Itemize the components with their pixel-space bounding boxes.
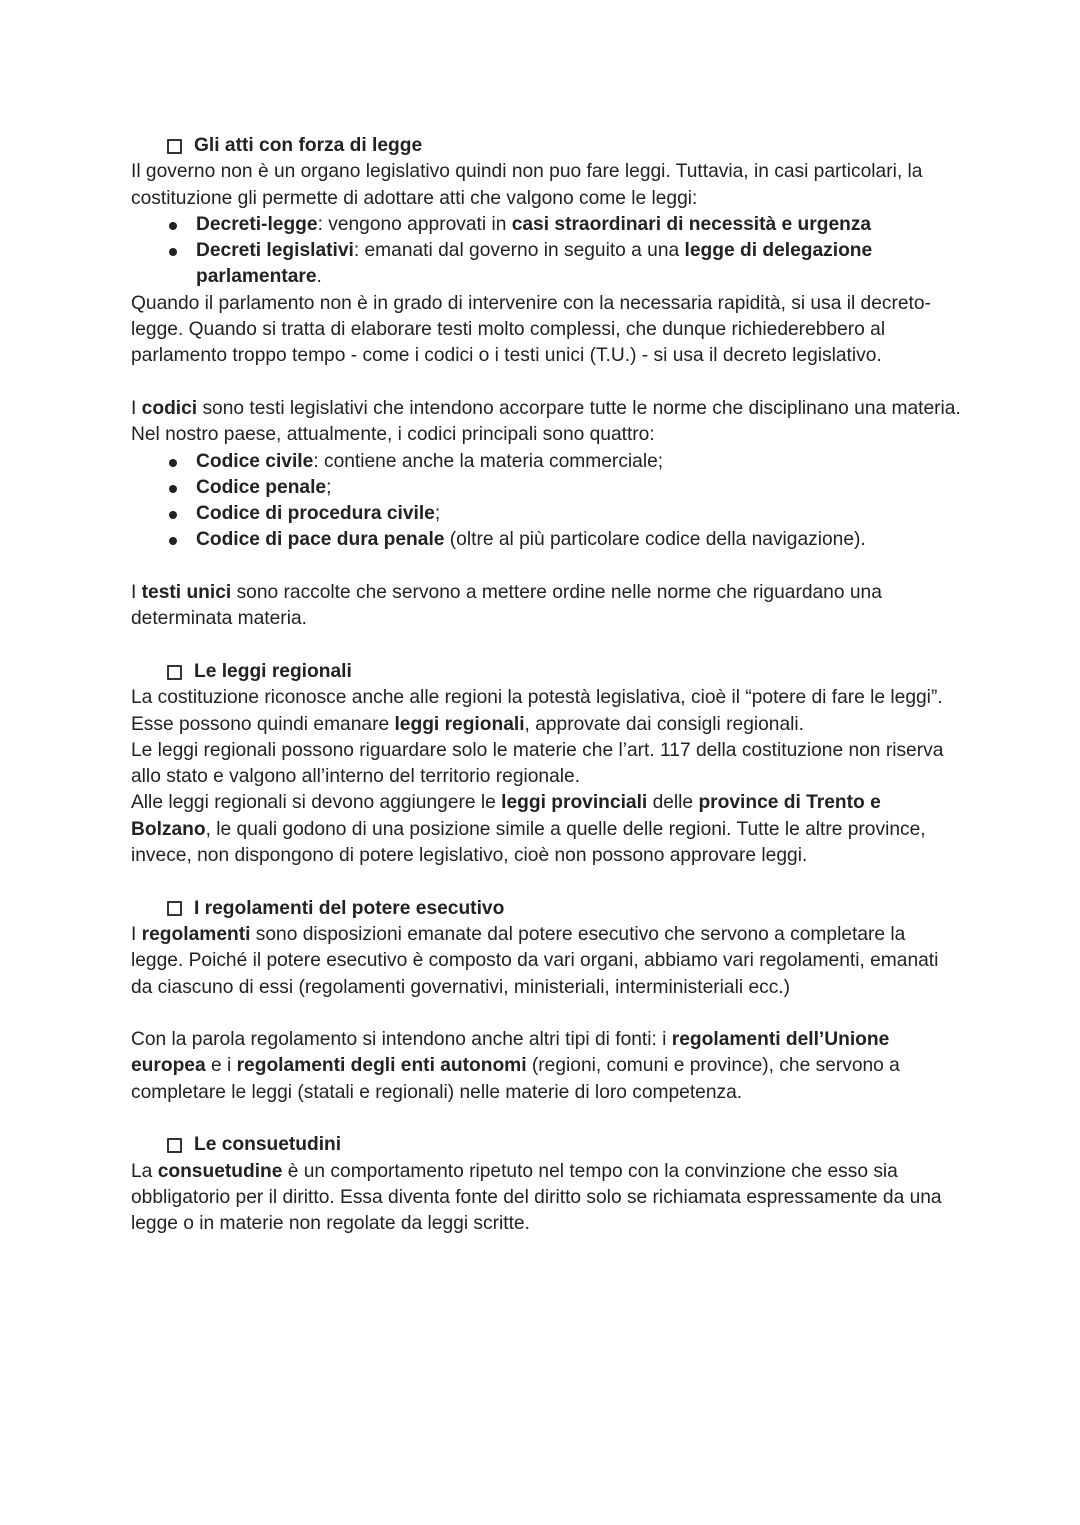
bullet-list-codici: [131, 449, 961, 554]
paragraph: Quando il parlamento non è in grado di intervenire con la necessaria rapidità, si usa il decreto-legge. Quando si tratta di elaborare testi molto complessi, che dunque richiederebbero al parlamento troppo tempo - come i codici o i testi unici (T.U.) - si usa il decreto legislativo.: [131, 292, 931, 367]
section-title: Le consuetudini: [194, 1134, 342, 1156]
section-heading-consuetudini: [167, 1132, 961, 1158]
section-heading-regolamenti: [167, 896, 961, 922]
list-item: Codice di pace dura penale (oltre al più particolare codice della navigazione).: [131, 527, 961, 553]
list-item: Decreti legislativi: emanati dal governo in seguito a una legge di delegazione parlamentare.: [131, 238, 961, 291]
section-heading-atti-forza-legge: [167, 133, 961, 159]
paragraph: I codici sono testi legislativi che intendono accorpare tutte le norme che disciplinano una materia.: [131, 397, 961, 419]
checkbox-icon[interactable]: [167, 1138, 182, 1153]
section-title: I regolamenti del potere esecutivo: [194, 897, 505, 919]
checkbox-icon[interactable]: [167, 665, 182, 680]
section-heading-leggi-regionali: [167, 659, 961, 685]
paragraph: La costituzione riconosce anche alle regioni la potestà legislativa, cioè il “potere di fare le leggi”. Esse possono quindi emanare leggi regionali, approvate dai consigli regionali.: [131, 687, 943, 735]
paragraph: La consuetudine è un comportamento ripetuto nel tempo con la convinzione che esso sia obbligatorio per il diritto. Essa diventa fonte del diritto solo se richiamata espressamente da una legge o in materie non regolate da leggi scritte.: [131, 1160, 942, 1235]
paragraph: I regolamenti sono disposizioni emanate dal potere esecutivo che servono a completare la legge. Poiché il potere esecutivo è composto da vari organi, abbiamo vari regolamenti, emanati da ciascuno di essi (regolamenti governativi, ministeriali, interministeriali ecc.): [131, 923, 939, 998]
paragraph: Con la parola regolamento si intendono anche altri tipi di fonti: i regolamenti dell’Unione europea e i regolamenti degli enti autonomi (regioni, comuni e province), che servono a completare le leggi (statali e regionali) nelle materie di loro competenza.: [131, 1029, 900, 1103]
checkbox-icon[interactable]: [167, 139, 182, 154]
document-page: [131, 133, 961, 1237]
paragraph: Alle leggi regionali si devono aggiungere le leggi provinciali delle province di Trento e Bolzano, le quali godono di una posizione simile a quelle delle regioni. Tutte le altre province, invece, non dispongono di potere legislativo, cioè non possono approvare leggi.: [131, 792, 926, 867]
list-item: Codice penale;: [131, 475, 961, 501]
bullet-list-decreti: [131, 212, 961, 291]
paragraph: Le leggi regionali possono riguardare solo le materie che l’art. 117 della costituzione non riserva allo stato e valgono all’interno del territorio regionale.: [131, 739, 944, 788]
paragraph: I testi unici sono raccolte che servono a mettere ordine nelle norme che riguardano una determinata materia.: [131, 582, 882, 630]
list-item: Decreti-legge: vengono approvati in casi straordinari di necessità e urgenza: [131, 212, 961, 238]
list-item: Codice civile: contiene anche la materia commerciale;: [131, 449, 961, 475]
list-item: Codice di procedura civile;: [131, 501, 961, 527]
section-title: Gli atti con forza di legge: [194, 135, 423, 156]
paragraph: Nel nostro paese, attualmente, i codici principali sono quattro:: [131, 424, 655, 446]
section-title: Le leggi regionali: [194, 660, 352, 682]
checkbox-icon[interactable]: [167, 901, 182, 916]
paragraph: Il governo non è un organo legislativo quindi non puo fare leggi. Tuttavia, in casi particolari, la costituzione gli permette di adottare atti che valgono come le leggi:: [131, 161, 923, 209]
